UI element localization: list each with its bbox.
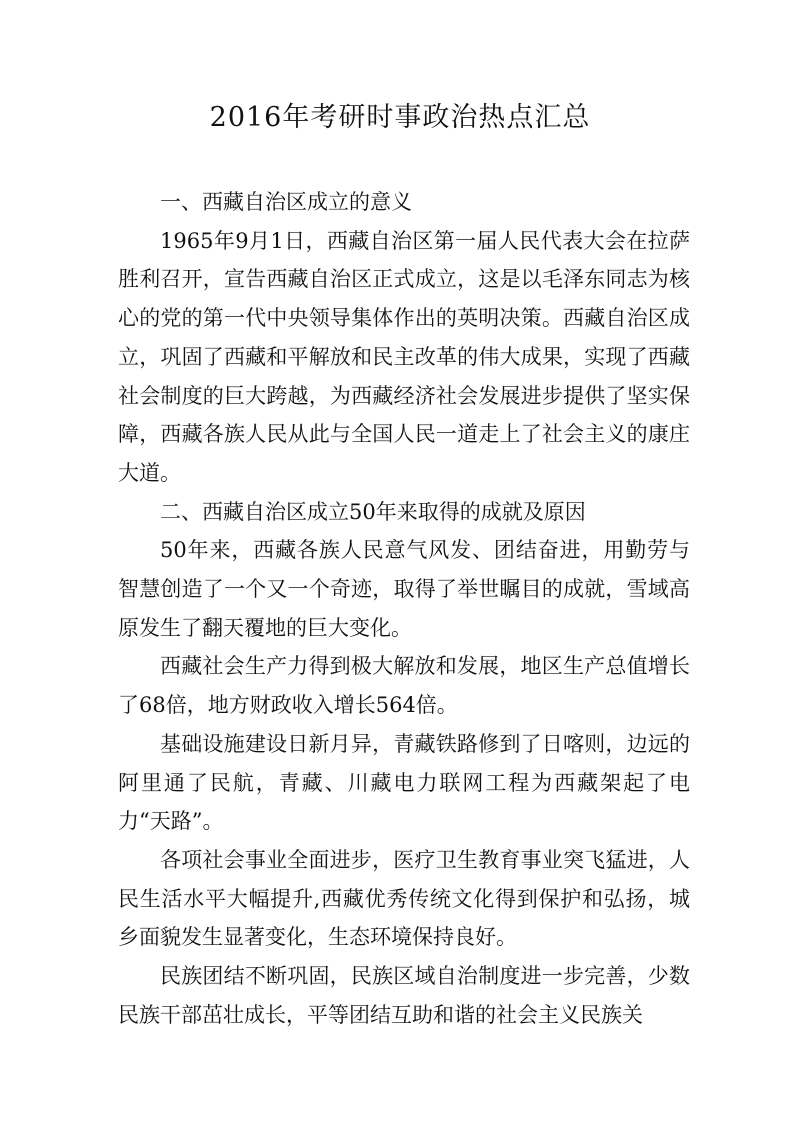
section-heading-2: 二、西藏自治区成立50年来取得的成就及原因 [160, 499, 586, 524]
document-body [118, 183, 690, 1034]
paragraph-achievements-intro: 50年来，西藏各族人民意气风发、团结奋进，用勤劳与智慧创造了一个又一个奇迹，取得了举世瞩目的成就，雪域高原发生了翻天覆地的巨大变化。 [118, 538, 690, 640]
document-title: 2016年考研时事政治热点汇总 [209, 102, 591, 133]
paragraph-productivity: 西藏社会生产力得到极大解放和发展，地区生产总值增长了68倍，地方财政收入增长564倍。 [118, 654, 690, 718]
paragraph-ethnic-unity: 民族团结不断巩固，民族区域自治制度进一步完善，少数民族干部茁壮成长，平等团结互助和谐的社会主义民族关 [118, 964, 690, 1027]
paragraph-social-progress: 各项社会事业全面进步，医疗卫生教育事业突飞猛进，人民生活水平大幅提升,西藏优秀传统文化得到保护和弘扬，城乡面貌发生显著变化，生态环境保持良好。 [118, 847, 690, 950]
paragraph-infrastructure: 基础设施建设日新月异，青藏铁路修到了日喀则，边远的阿里通了民航，青藏、川藏电力联网工程为西藏架起了电力“天路”。 [118, 731, 690, 834]
section-heading-1: 一、西藏自治区成立的意义 [160, 190, 412, 214]
paragraph-significance: 1965年9月1日，西藏自治区第一届人民代表大会在拉萨胜利召开，宣告西藏自治区正式成立，这是以毛泽东同志为核心的党的第一代中央领导集体作出的英明决策。西藏自治区成立，巩固了西藏和平解放和民主改革的伟大成果，实现了西藏社会制度的巨大跨越，为西藏经济社会发展进步提供了坚实保障，西藏各族人民从此与全国人民一道走上了社会主义的康庄大道。 [118, 228, 690, 485]
